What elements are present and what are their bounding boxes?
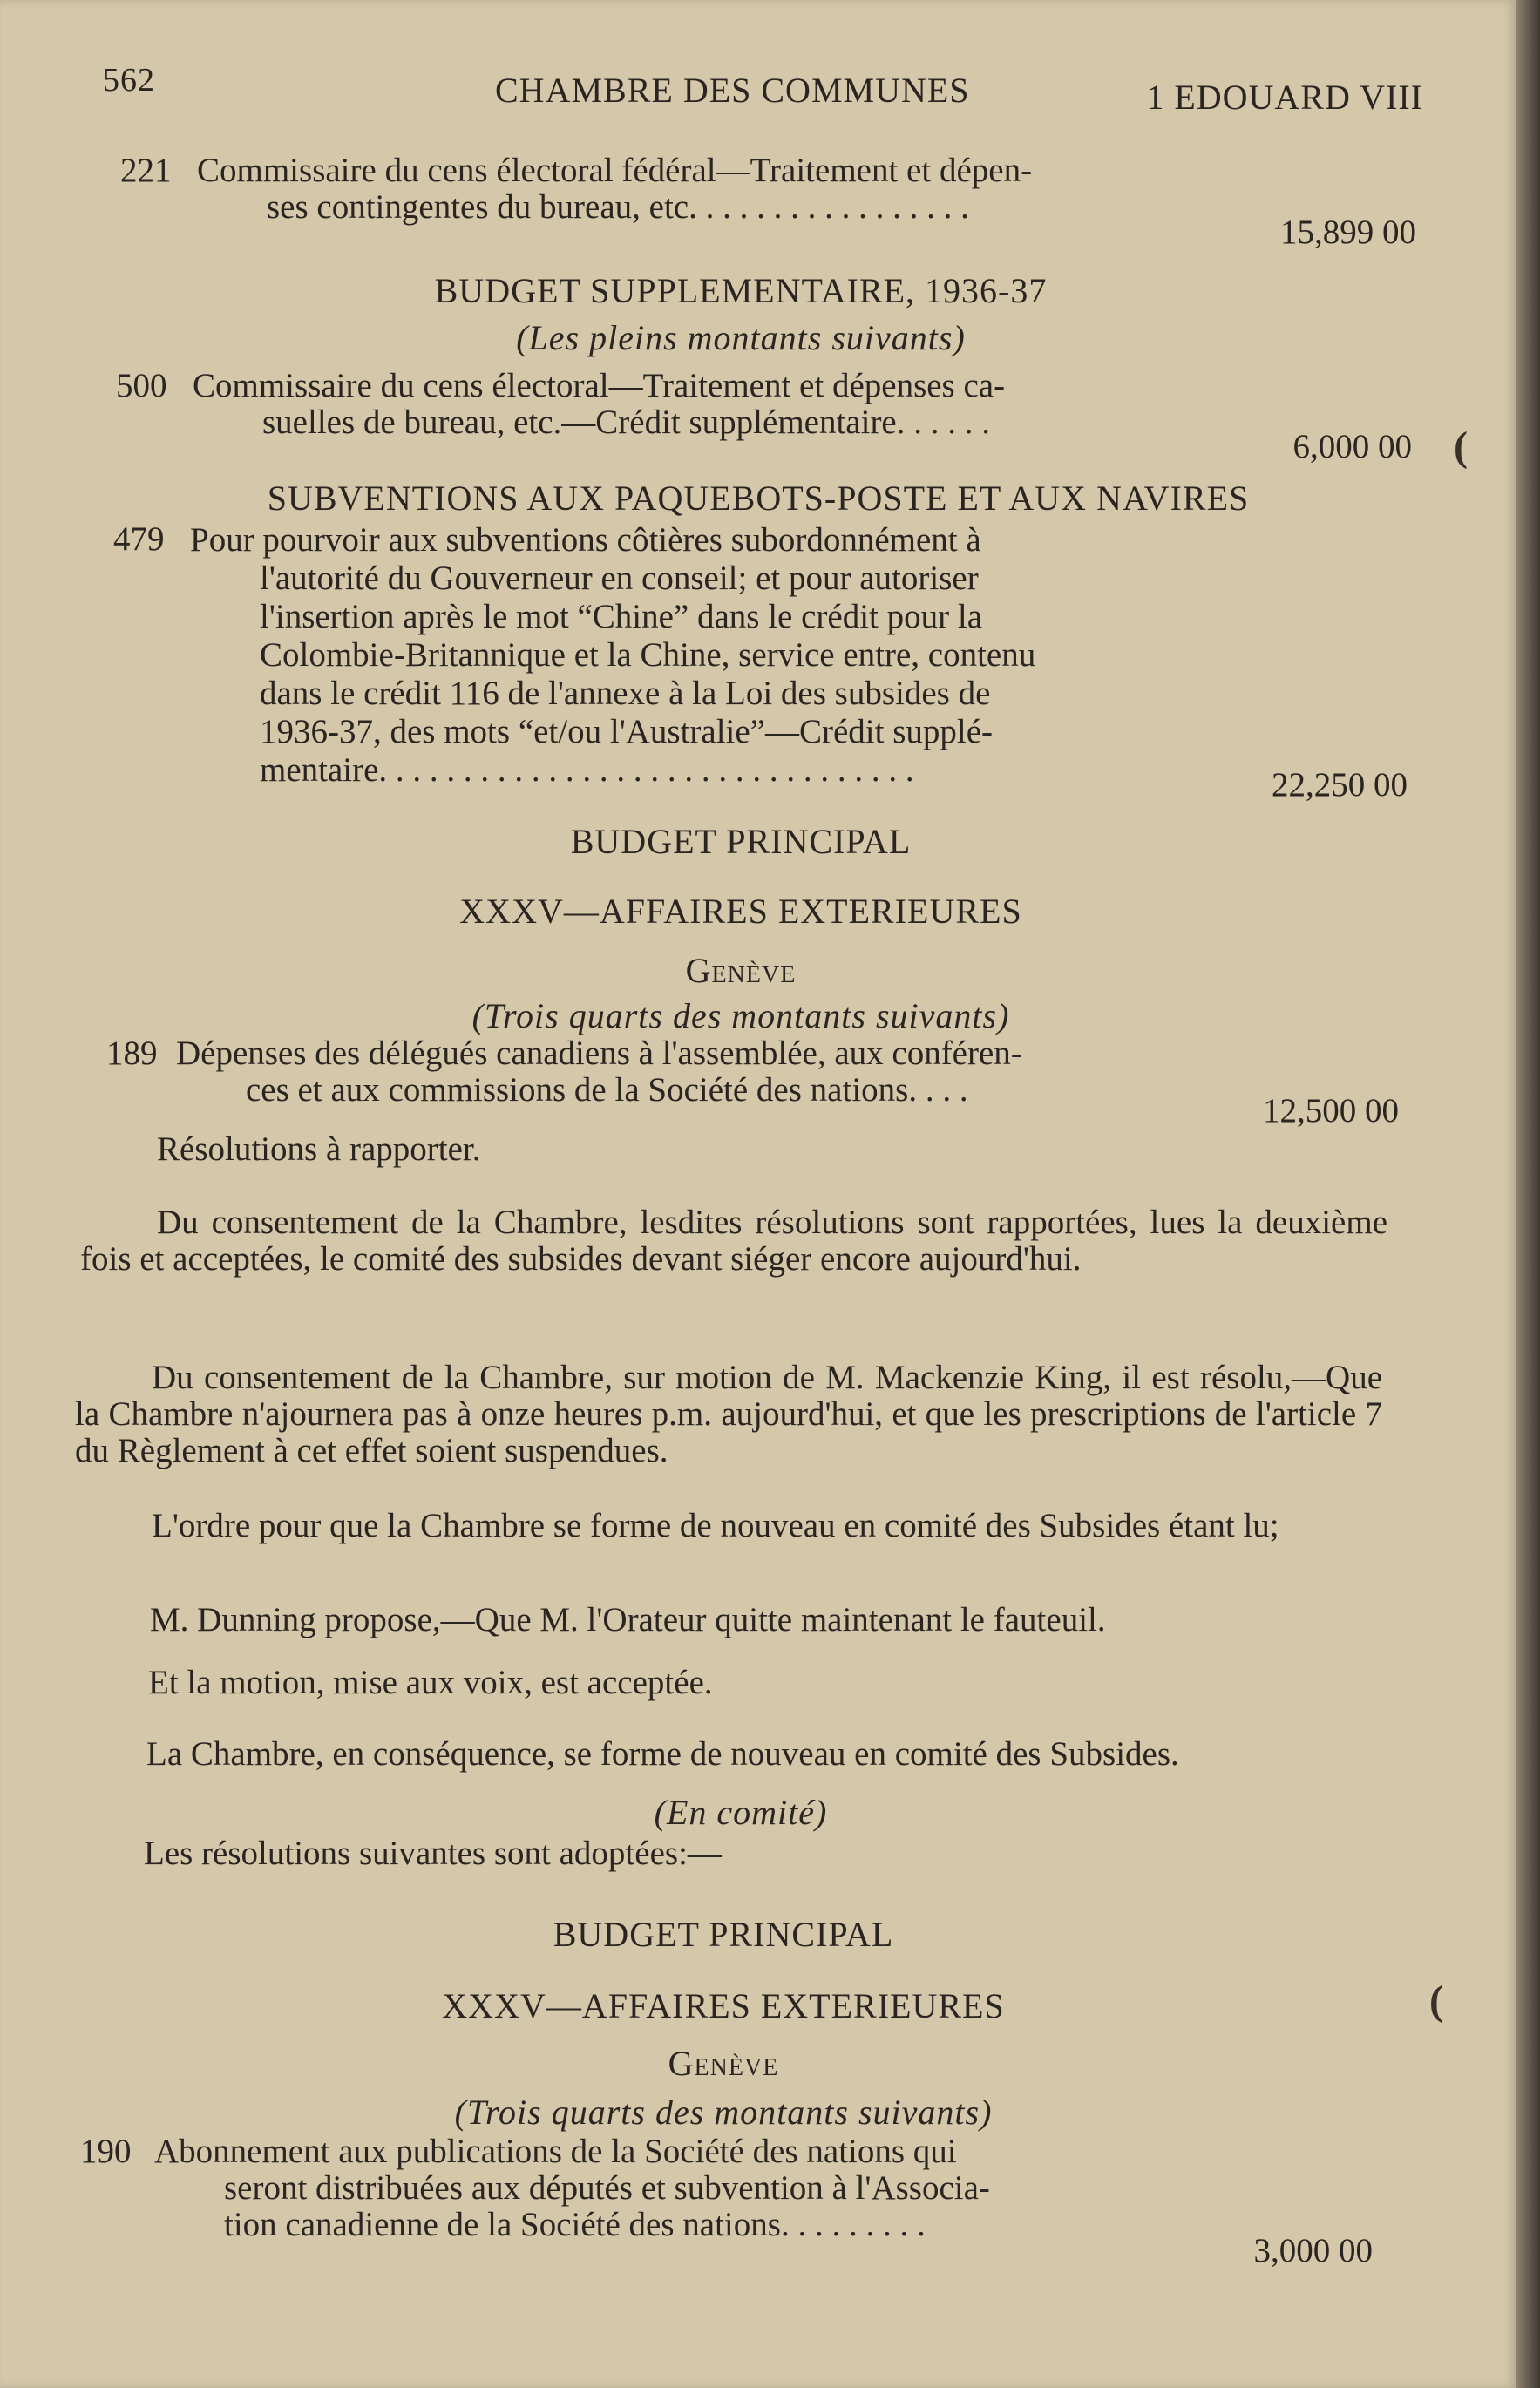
page-number: 562 — [103, 62, 155, 98]
vote-amount: 22,250 00 — [1272, 766, 1408, 804]
vote-text-line: ses contingentes du bureau, etc. . . . . . . . . . . . . . . . . — [267, 188, 969, 226]
vote-amount: 6,000 00 — [1292, 428, 1412, 465]
paragraph-order-read: L'ordre pour que la Chambre se forme de nouveau en comité des Subsides étant lu; — [152, 1507, 1279, 1544]
proportion-note: (Trois quarts des montants suivants) — [471, 996, 1010, 1035]
vote-text-line: dans le crédit 116 de l'annexe à la Loi des subsides de — [260, 675, 991, 712]
vote-text-line: seront distribuées aux députés et subvention à l'Associa- — [224, 2169, 990, 2207]
vote-text-line: Pour pourvoir aux subventions côtières subordonnément à — [190, 521, 981, 559]
vote-text-line: Dépenses des délégués canadiens à l'assemblée, aux conféren- — [176, 1035, 1022, 1072]
vote-text-line: suelles de bureau, etc.—Crédit supplémentaire. . . . . . — [262, 404, 990, 441]
paragraph-resolutions-reported: Du consentement de la Chambre, lesdites résolutions sont rapportées, lues la deuxième fois et acceptées, le comité des subsides devant siéger encore aujourd'hui. — [80, 1204, 1387, 1278]
margin-mark: ( — [1429, 1978, 1443, 2024]
margin-mark: ( — [1454, 424, 1468, 470]
subhead-geneve: Genève — [685, 951, 797, 990]
vote-text-line: mentaire. . . . . . . . . . . . . . . . . . . . . . . . . . . . . . . . — [260, 751, 914, 789]
vote-text-line: Colombie-Britannique et la Chine, service entre, contenu — [260, 636, 1036, 674]
vote-amount: 12,500 00 — [1263, 1092, 1399, 1130]
vote-number: 190 — [80, 2133, 132, 2170]
vote-text-line: tion canadienne de la Société des nations. . . . . . . . . — [224, 2206, 926, 2243]
proportion-note: (Trois quarts des montants suivants) — [454, 2093, 993, 2132]
vote-text-line: ces et aux commissions de la Société des nations. . . . — [246, 1071, 968, 1109]
budget-principal-heading: BUDGET PRINCIPAL — [553, 1915, 894, 1954]
vote-number: 189 — [106, 1035, 158, 1072]
vote-number: 500 — [116, 367, 167, 404]
subhead-geneve: Genève — [668, 2044, 779, 2083]
resolutions-to-report: Résolutions à rapporter. — [157, 1130, 481, 1168]
vote-text-line: Abonnement aux publications de la Société des nations qui — [154, 2133, 957, 2170]
department-heading: XXXV—AFFAIRES EXTERIEURES — [459, 892, 1022, 931]
budget-principal-heading: BUDGET PRINCIPAL — [570, 822, 912, 861]
supplementary-budget-note: (Les pleins montants suivants) — [516, 318, 966, 357]
regnal-year: 1 EDOUARD VIII — [1146, 78, 1423, 117]
vote-number: 221 — [120, 152, 172, 189]
in-committee-note: (En comité) — [654, 1793, 828, 1832]
paragraph-motion-accepted: Et la motion, mise aux voix, est acceptée. — [148, 1664, 713, 1701]
paragraph-dunning-motion: M. Dunning propose,—Que M. l'Orateur quitte maintenant le fauteuil. — [150, 1601, 1106, 1638]
vote-text-line: Commissaire du cens électoral—Traitement et dépenses ca- — [193, 367, 1006, 404]
paragraph-adjournment-motion: Du consentement de la Chambre, sur motion de M. Mackenzie King, il est résolu,—Que la Chambre n'ajournera pas à onze heures p.m. aujourd'hui, et que les prescriptions de l'article 7 du Règlement à cet effet soient suspendues. — [75, 1359, 1382, 1469]
paragraph-house-in-committee: La Chambre, en conséquence, se forme de nouveau en comité des Subsides. — [146, 1735, 1179, 1773]
supplementary-budget-heading: BUDGET SUPPLEMENTAIRE, 1936-37 — [434, 271, 1048, 310]
vote-text-line: Commissaire du cens électoral fédéral—Traitement et dépen- — [197, 152, 1033, 189]
vote-number: 479 — [113, 520, 165, 558]
subventions-heading: SUBVENTIONS AUX PAQUEBOTS-POSTE ET AUX NAVIRES — [267, 478, 1250, 518]
running-title: CHAMBRE DES COMMUNES — [495, 71, 970, 110]
paragraph-resolutions-adopted: Les résolutions suivantes sont adoptées:— — [144, 1835, 722, 1872]
vote-amount: 15,899 00 — [1280, 214, 1416, 251]
vote-text-line: 1936-37, des mots “et/ou l'Australie”—Crédit supplé- — [260, 713, 994, 750]
book-spine-shadow — [1516, 0, 1540, 2388]
vote-text-line: l'insertion après le mot “Chine” dans le crédit pour la — [260, 598, 983, 635]
vote-text-line: l'autorité du Gouverneur en conseil; et pour autoriser — [260, 560, 979, 597]
department-heading: XXXV—AFFAIRES EXTERIEURES — [442, 1986, 1005, 2025]
vote-amount: 3,000 00 — [1253, 2232, 1373, 2269]
